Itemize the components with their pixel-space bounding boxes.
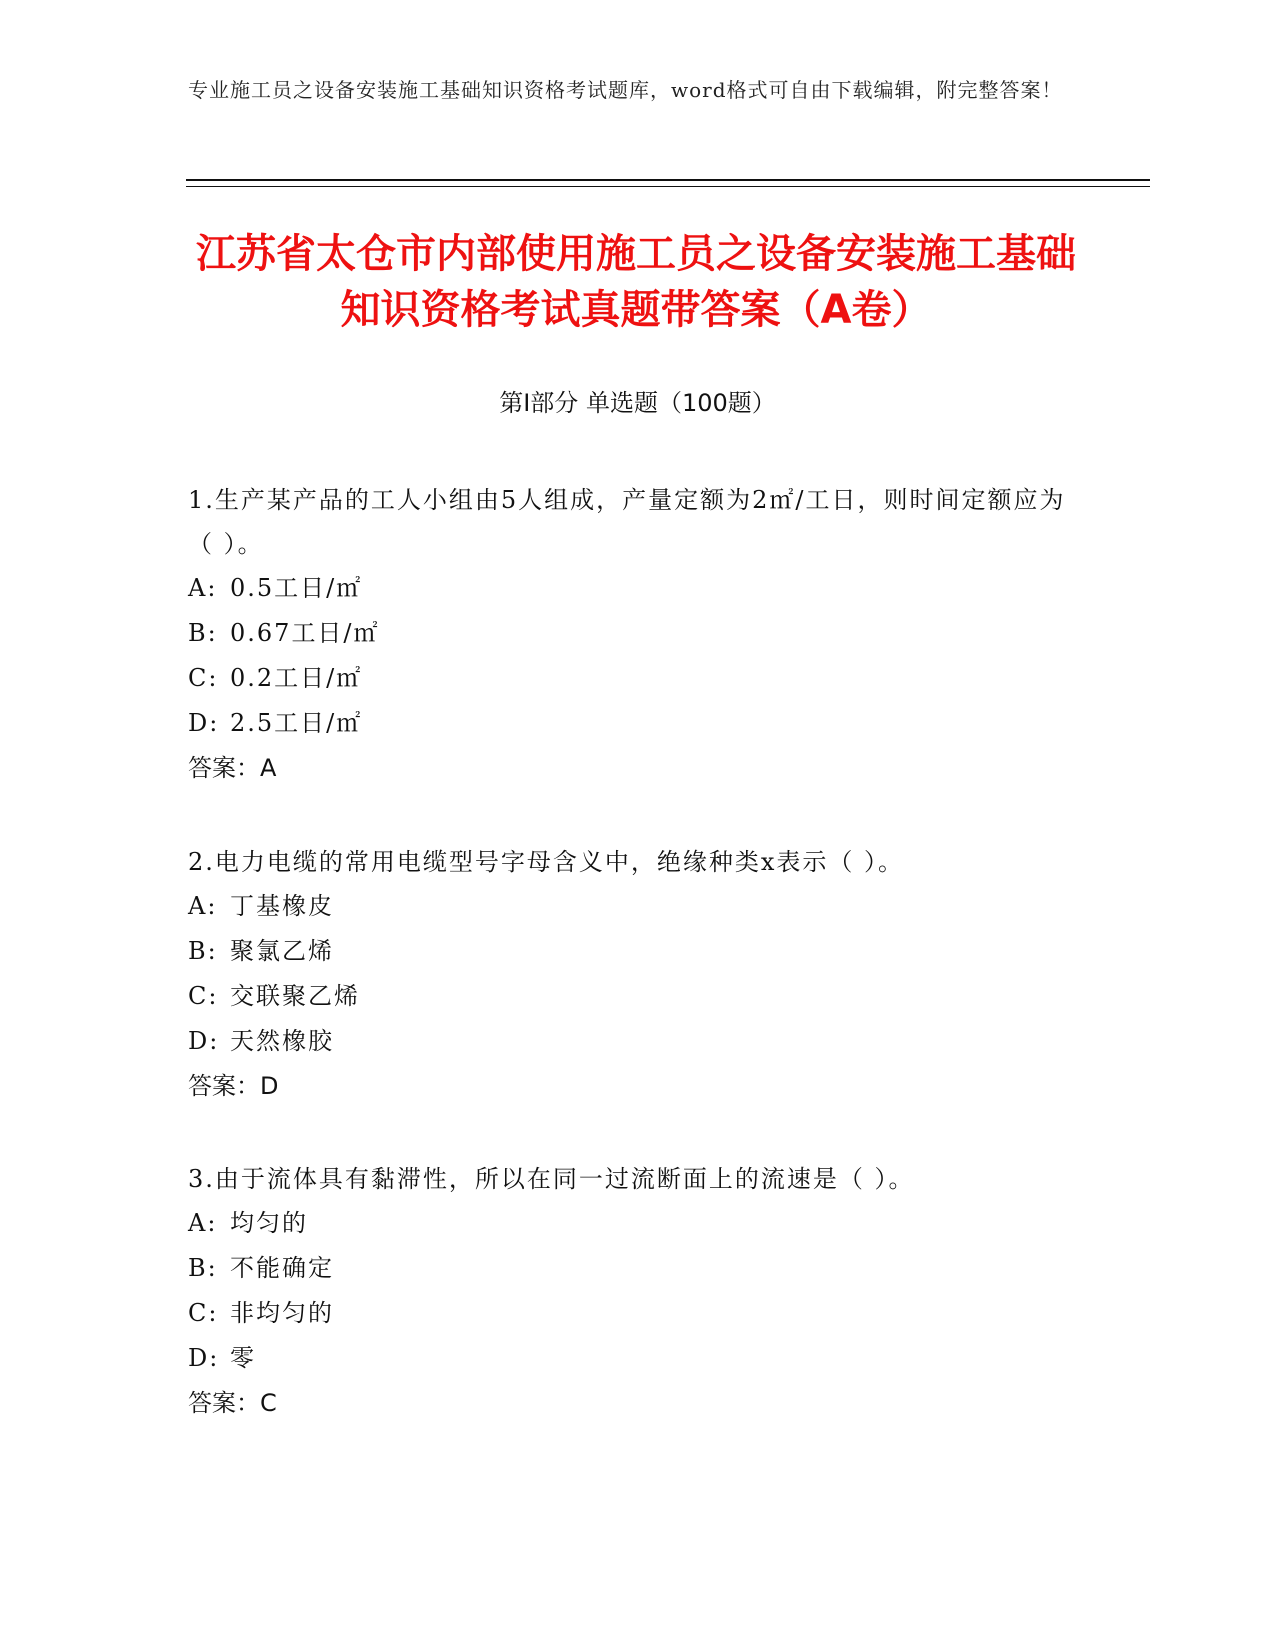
- section-title: 第Ⅰ部分 单选题（100题）: [499, 389, 776, 417]
- answer: 答案：A: [188, 754, 277, 782]
- document-title: 江苏省太仓市内部使用施工员之设备安装施工基础知识资格考试真题带答案（A卷）: [196, 231, 1076, 333]
- answer: 答案：C: [188, 1389, 277, 1417]
- question-stem: 2.电力电缆的常用电缆型号字母含义中，绝缘种类x表示（ ）。: [188, 848, 905, 876]
- option-b: [188, 611, 1088, 656]
- option-text: 2.5工日/㎡: [230, 709, 363, 737]
- option-text: 天然橡胶: [230, 1027, 334, 1055]
- question-1: [188, 478, 1088, 791]
- option-text: 0.67工日/㎡: [230, 619, 380, 647]
- question-2: [188, 840, 1088, 1109]
- question-stem: 3.由于流体具有黏滞性，所以在同一过流断面上的流速是（ ）。: [188, 1165, 915, 1193]
- option-c: [188, 1291, 1088, 1336]
- option-text: 0.2工日/㎡: [230, 664, 363, 692]
- option-letter: B:: [188, 937, 218, 965]
- question-3: [188, 1157, 1088, 1426]
- option-c: [188, 656, 1088, 701]
- option-text: 非均匀的: [230, 1299, 334, 1327]
- header-divider-thin: [186, 186, 1150, 187]
- option-d: [188, 1336, 1088, 1381]
- option-text: 丁基橡皮: [230, 892, 334, 920]
- option-text: 不能确定: [230, 1254, 334, 1282]
- option-letter: D:: [188, 1027, 220, 1055]
- option-text: 聚氯乙烯: [230, 937, 334, 965]
- option-letter: C:: [188, 1299, 219, 1327]
- answer: 答案：D: [188, 1072, 279, 1100]
- header-note: 专业施工员之设备安装施工基础知识资格考试题库，word格式可自由下载编辑，附完整答案！: [188, 78, 1063, 102]
- option-letter: B:: [188, 619, 218, 647]
- option-d: [188, 1019, 1088, 1064]
- question-stem: 1.生产某产品的工人小组由5人组成，产量定额为2㎡/工日，则时间定额应为（ ）。: [188, 486, 1066, 558]
- option-letter: B:: [188, 1254, 218, 1282]
- option-a: [188, 566, 1088, 611]
- option-letter: A:: [188, 892, 218, 920]
- option-text: 均匀的: [230, 1209, 308, 1237]
- option-b: [188, 929, 1088, 974]
- option-a: [188, 884, 1088, 929]
- option-letter: C:: [188, 664, 219, 692]
- option-text: 零: [230, 1344, 256, 1372]
- option-c: [188, 974, 1088, 1019]
- option-b: [188, 1246, 1088, 1291]
- option-text: 交联聚乙烯: [230, 982, 360, 1010]
- option-letter: D:: [188, 1344, 220, 1372]
- header-divider-thick: [186, 179, 1150, 181]
- option-letter: A:: [188, 574, 218, 602]
- option-letter: C:: [188, 982, 219, 1010]
- option-letter: D:: [188, 709, 220, 737]
- option-d: [188, 701, 1088, 746]
- option-letter: A:: [188, 1209, 218, 1237]
- option-text: 0.5工日/㎡: [230, 574, 363, 602]
- option-a: [188, 1201, 1088, 1246]
